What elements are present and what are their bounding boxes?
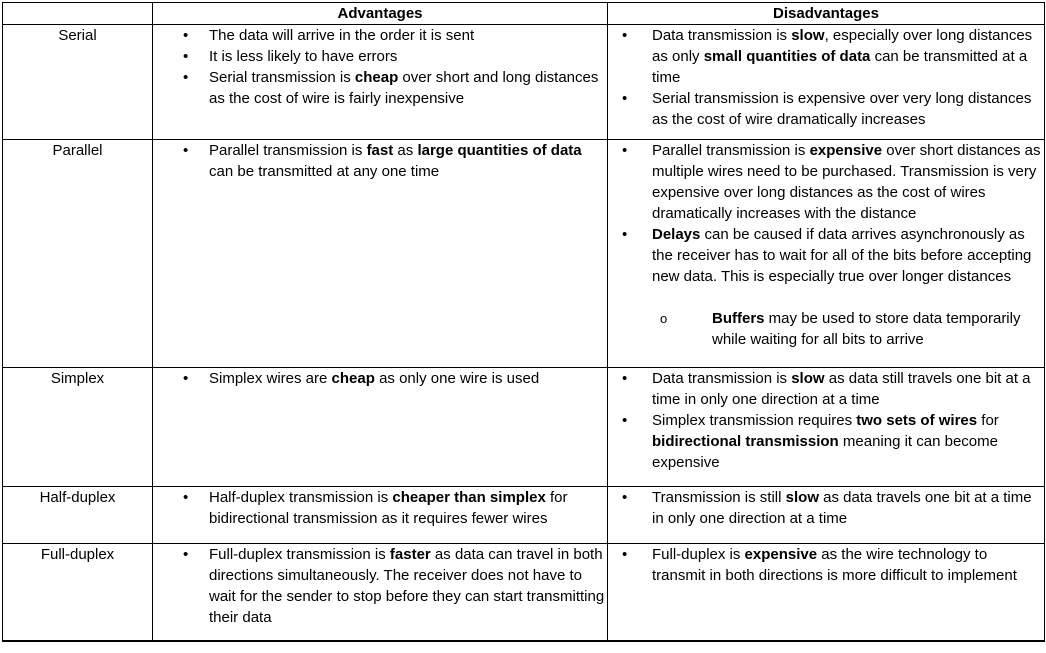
bullet-text: Data transmission is slow, especially over long distances as only small quantities of data can be transmitted at a time bbox=[652, 27, 1033, 86]
row-label: Serial bbox=[3, 25, 153, 140]
bullet-icon: • bbox=[183, 27, 189, 44]
bullet-text: Delays can be caused if data arrives asynchronously as the receiver has to wait for all of the bits before accepting new data. This is especially true over longer distances bbox=[652, 226, 1032, 285]
bullet-item bbox=[608, 410, 1044, 473]
table-row-serial bbox=[3, 25, 1045, 140]
bullet-item bbox=[608, 140, 1044, 224]
bullet-icon: • bbox=[622, 27, 628, 44]
bullet-icon: • bbox=[622, 90, 628, 107]
bullet-icon: • bbox=[183, 69, 189, 86]
bullet-icon: • bbox=[622, 489, 628, 506]
advantages-cell bbox=[153, 368, 608, 487]
transmission-comparison-table bbox=[2, 2, 1045, 642]
header-label-column bbox=[3, 3, 153, 25]
bullet-text: Simplex wires are cheap as only one wire is used bbox=[209, 370, 540, 387]
bullet-item bbox=[153, 544, 607, 628]
disadvantages-cell bbox=[608, 544, 1045, 642]
bullet-icon: • bbox=[183, 48, 189, 65]
bullet-item bbox=[153, 487, 607, 529]
advantages-cell bbox=[153, 544, 608, 642]
bullet-icon: • bbox=[622, 226, 628, 243]
bullet-text: Full-duplex transmission is faster as data can travel in both directions simultaneously. The receiver does not have to wait for the sender to stop before they can start transmitting their data bbox=[209, 546, 605, 626]
advantages-cell bbox=[153, 140, 608, 368]
disadvantages-cell bbox=[608, 368, 1045, 487]
disadvantages-cell bbox=[608, 25, 1045, 140]
bullet-icon: • bbox=[622, 412, 628, 429]
header-row bbox=[3, 3, 1045, 25]
bullet-item bbox=[153, 67, 607, 109]
header-advantages: Advantages bbox=[153, 3, 608, 25]
bullet-icon: • bbox=[183, 370, 189, 387]
advantages-cell bbox=[153, 487, 608, 544]
row-label: Half-duplex bbox=[3, 487, 153, 544]
bullet-item bbox=[153, 46, 607, 67]
header-disadvantages: Disadvantages bbox=[608, 3, 1045, 25]
row-label: Simplex bbox=[3, 368, 153, 487]
table-body bbox=[3, 25, 1045, 642]
table-row-full-duplex bbox=[3, 544, 1045, 642]
bullet-text: It is less likely to have errors bbox=[209, 48, 398, 65]
bullet-text: Buffers may be used to store data temporarily while waiting for all bits to arrive bbox=[712, 310, 1021, 348]
bullet-icon: • bbox=[183, 142, 189, 159]
table-row-half-duplex bbox=[3, 487, 1045, 544]
bullet-text: Serial transmission is expensive over very long distances as the cost of wire dramatically increases bbox=[652, 90, 1032, 128]
bullet-text: Half-duplex transmission is cheaper than simplex for bidirectional transmission as it requires fewer wires bbox=[209, 489, 568, 527]
bullet-text: Simplex transmission requires two sets of wires for bidirectional transmission meaning it can become expensive bbox=[652, 412, 999, 471]
table-row-simplex bbox=[3, 368, 1045, 487]
bullet-item bbox=[608, 88, 1044, 130]
bullet-icon: • bbox=[183, 489, 189, 506]
table-row-parallel bbox=[3, 140, 1045, 368]
bullet-icon: • bbox=[622, 370, 628, 387]
bullet-item bbox=[608, 224, 1044, 287]
bullet-text: Parallel transmission is fast as large quantities of data can be transmitted at any one time bbox=[209, 142, 582, 180]
bullet-text: Transmission is still slow as data travels one bit at a time in only one direction at a time bbox=[652, 489, 1032, 527]
row-label: Full-duplex bbox=[3, 544, 153, 642]
bullet-item bbox=[608, 544, 1044, 586]
bullet-text: Data transmission is slow as data still travels one bit at a time in only one direction at a time bbox=[652, 370, 1031, 408]
advantages-cell bbox=[153, 25, 608, 140]
bullet-text: The data will arrive in the order it is sent bbox=[209, 27, 475, 44]
bullet-text: Full-duplex is expensive as the wire technology to transmit in both directions is more difficult to implement bbox=[652, 546, 1017, 584]
bullet-item bbox=[153, 140, 607, 182]
bullet-item bbox=[153, 368, 607, 389]
bullet-item bbox=[153, 25, 607, 46]
disadvantages-cell bbox=[608, 140, 1045, 368]
bullet-icon: • bbox=[622, 546, 628, 563]
bullet-icon: • bbox=[183, 546, 189, 563]
bullet-icon: • bbox=[622, 142, 628, 159]
bullet-item bbox=[608, 25, 1044, 88]
bullet-item bbox=[608, 308, 1044, 350]
bullet-item bbox=[608, 368, 1044, 410]
bullet-text: Serial transmission is cheap over short and long distances as the cost of wire is fairly inexpensive bbox=[209, 69, 599, 107]
row-label: Parallel bbox=[3, 140, 153, 368]
bullet-text: Parallel transmission is expensive over short distances as multiple wires need to be purchased. Transmission is very expensive over long distances as the cost of wires dramatically increases with the distance bbox=[652, 142, 1041, 222]
circle-bullet-icon: o bbox=[660, 311, 668, 326]
disadvantages-cell bbox=[608, 487, 1045, 544]
bullet-item bbox=[608, 487, 1044, 529]
